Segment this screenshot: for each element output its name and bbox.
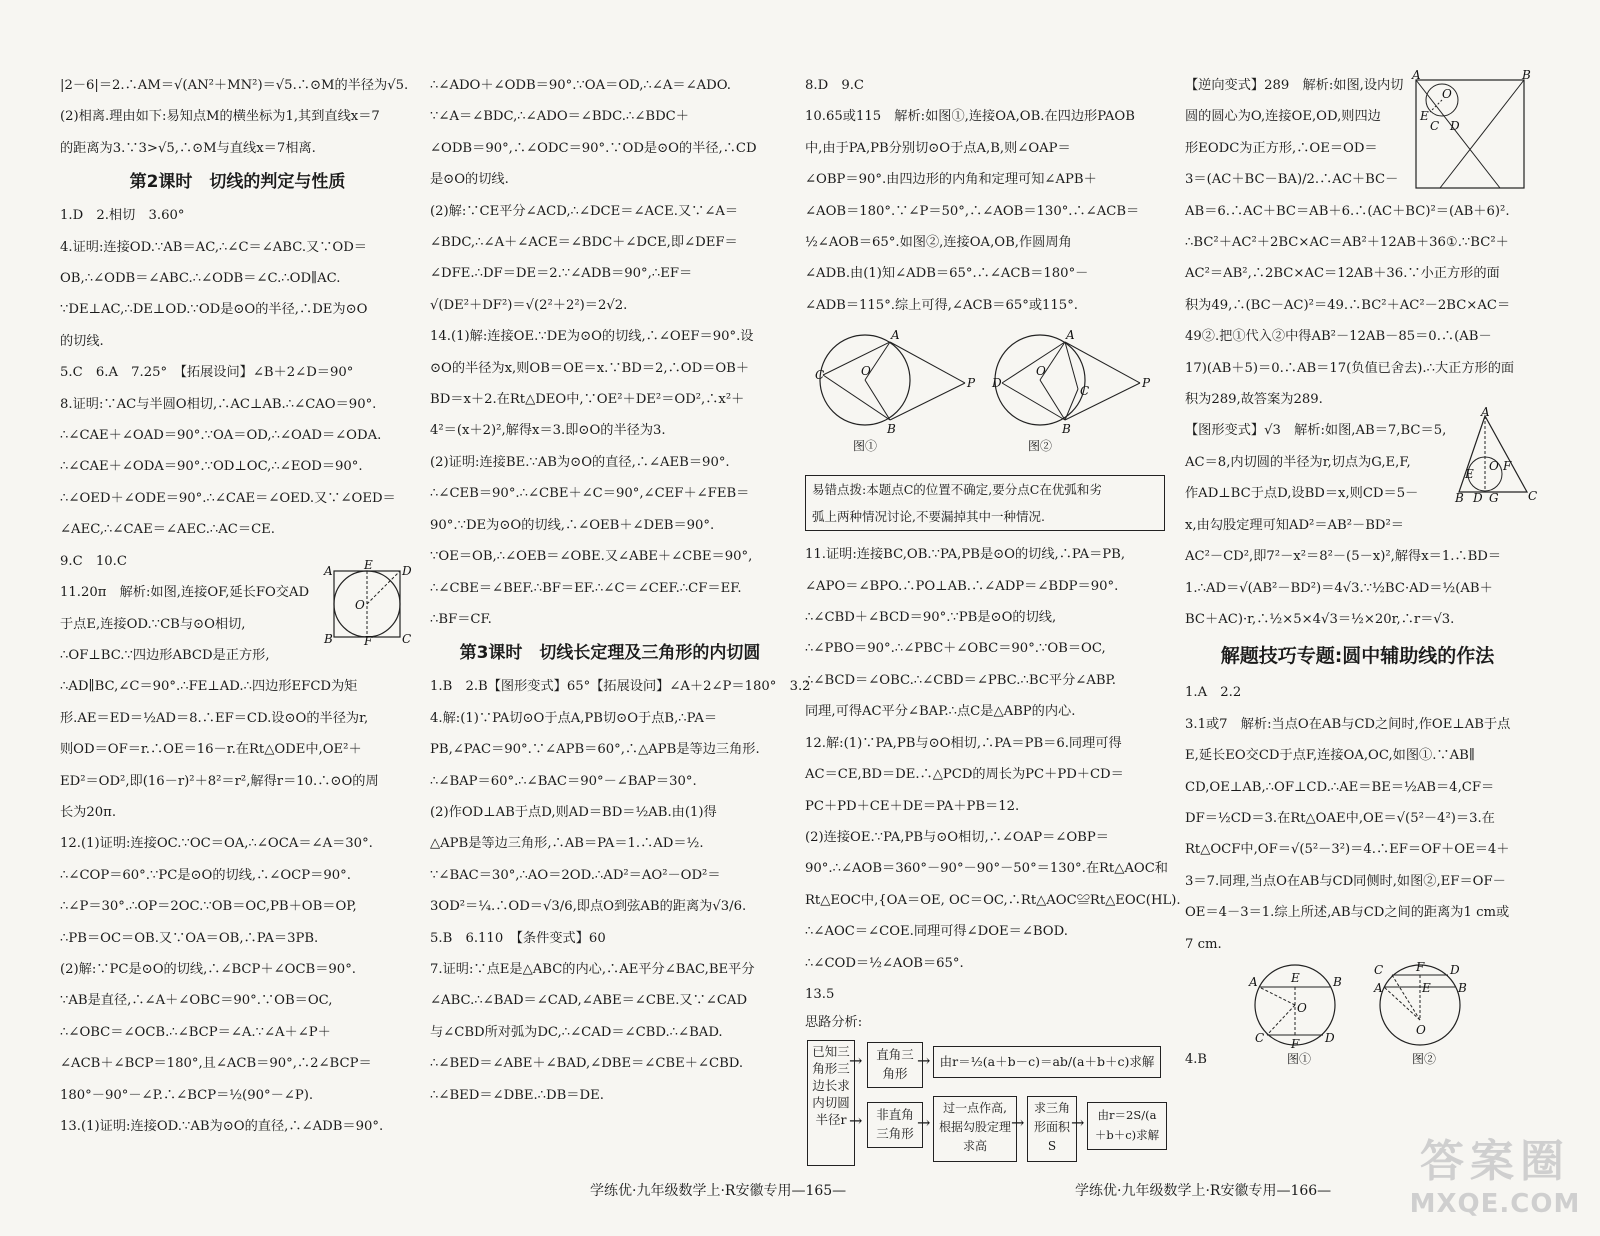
svg-text:E: E: [1420, 109, 1429, 123]
figure-caption-1: 图①: [853, 439, 878, 454]
flow-step-height: 过一点作高,根据勾股定理求高: [933, 1096, 1017, 1162]
section-title-auxiliary-lines: 解题技巧专题:圆中辅助线的作法: [1220, 645, 1495, 668]
text-line: 17)(AB＋5)＝0.∴AB＝17(负值已舍去).∴大正方形的面: [1185, 360, 1515, 376]
arrow-6: →: [1071, 1113, 1085, 1133]
text-line: |2－6|＝2.∴AM＝√(AN²＋MN²)＝√5.∴⊙M的半径为√5.: [60, 78, 409, 93]
aux-figure-2: [1370, 960, 1480, 1060]
text-line: ∴PB＝OC＝OB.又∵OA＝OB,∴PA＝3PB.: [60, 930, 319, 946]
text-line: 是⊙O的切线.: [430, 172, 509, 188]
text-line: 7.证明:∵点E是△ABC的内心,∴AE平分∠BAC,BE平分: [430, 961, 755, 977]
column-3: [805, 70, 1181, 1170]
text-line: 形EODC为正方形,∴OE＝OD＝: [1185, 140, 1378, 156]
column-4-answers: [1185, 677, 1530, 960]
square-in-square-figure: [1410, 68, 1531, 192]
text-line: 1.∴AD＝√(AB²－BD²)＝4√3.∵½BC·AD＝½(AB＋: [1185, 580, 1493, 596]
text-line: ∵∠BAC＝30°,∴AO＝2OD.∴AD²＝AO²－OD²＝: [430, 867, 721, 883]
text-line: ∴∠OBC＝∠OCB.∴∠BCP＝∠A.∵∠A＋∠P＋: [60, 1024, 331, 1040]
watermark-bottom-text: MXQE.COM: [1409, 1189, 1581, 1219]
svg-text:A: A: [1481, 405, 1490, 419]
flow-formula-1: 由r＝½(a＋b－c)＝ab/(a＋b＋c)求解: [933, 1046, 1161, 1078]
svg-text:A: A: [324, 564, 333, 578]
svg-text:B: B: [324, 632, 333, 646]
text-line: AC＝CE,BD＝DE.∴△PCD的周长为PC＋PD＋CD＝: [805, 767, 1124, 783]
note-line: 易错点拨:本题点C的位置不确定,要分点C在优弧和劣: [812, 482, 1102, 498]
svg-text:A: A: [1412, 68, 1421, 82]
text-line: ∴∠BED＝∠DBE.∴DB＝DE.: [430, 1087, 604, 1103]
text-line: 3＝(AC＋BC－BA)/2.∴AC＋BC－: [1185, 172, 1399, 188]
arrow-1: →: [849, 1051, 863, 1071]
flow-non-right-triangle: 非直角三角形: [867, 1102, 923, 1148]
text-line: ∴BF＝CF.: [430, 611, 492, 627]
text-line: ∵DE⊥AC,∴DE⊥OD.∵OD是⊙O的半径,∴DE为⊙O: [60, 302, 368, 318]
arrow-2: →: [849, 1111, 863, 1131]
text-line: 90°.∴∠AOB＝360°－90°－90°－50°＝130°.在Rt△AOC和: [805, 861, 1168, 877]
svg-text:A: A: [1249, 974, 1258, 989]
text-line: AC²＝AB²,∴2BC×AC＝12AB＋36.∵小正方形的面: [1185, 266, 1500, 282]
aux-figure-1: [1245, 960, 1355, 1060]
text-line: ∵OE＝OB,∴∠OEB＝∠OBE.又∠ABE＋∠CBE＝90°,: [430, 549, 753, 565]
svg-text:D: D: [1450, 962, 1460, 977]
text-line: ∴∠COP＝60°.∵PC是⊙O的切线,∴∠OCP＝90°.: [60, 867, 351, 883]
svg-text:C: C: [1430, 119, 1440, 133]
svg-text:O: O: [861, 364, 871, 379]
text-line: 90°.∵DE为⊙O的切线,∴∠OEB＋∠DEB＝90°.: [430, 517, 715, 533]
svg-text:E: E: [1465, 467, 1474, 481]
column-2: [430, 70, 811, 1111]
text-line: ½∠AOB＝65°.如图②,连接OA,OB,作圆周角: [805, 235, 1072, 251]
watermark-logo: [1400, 1125, 1590, 1219]
text-line: ∴∠BAP＝60°.∴∠BAC＝90°－∠BAP＝30°.: [430, 773, 697, 789]
text-line: 圆的圆心为O,连接OE,OD,则四边: [1185, 109, 1381, 125]
svg-text:F: F: [1416, 959, 1425, 974]
text-line: BD＝x＋2.在Rt△DEO中,∵OE²＋DE²＝OD²,∴x²＋: [430, 392, 745, 408]
text-line: 中,由于PA,PB分别切⊙O于点A,B,则∠OAP＝: [805, 140, 1071, 156]
footer-left-page-label: 学练优·九年级数学上·R安徽专用—165—: [590, 1183, 847, 1199]
column-1-top-text: [60, 70, 415, 164]
text-line: ∴∠OED＋∠ODE＝90°.∴∠CAE＝∠OED.又∵∠OED＝: [60, 490, 396, 506]
svg-text:D: D: [402, 564, 412, 578]
text-line: 形.AE＝ED＝½AD＝8.∴EF＝CD.设⊙O的半径为r,: [60, 710, 369, 726]
text-line: ∴∠CAE＋∠OAD＝90°.∵OA＝OD,∴∠OAD＝∠ODA.: [60, 428, 382, 444]
svg-text:F: F: [1291, 1036, 1300, 1051]
svg-text:O: O: [1416, 1022, 1426, 1037]
text-line: DF＝½CD＝3.在Rt△OAE中,OE＝√(5²－4²)＝3.在: [1185, 810, 1495, 826]
text-line: ∴∠PBO＝90°.∴∠PBC＋∠OBC＝90°.∵OB＝OC,: [805, 641, 1106, 657]
text-line: ∵∠A＝∠BDC,∴∠ADO＝∠BDC.∴∠BDC＋: [430, 109, 689, 125]
svg-text:C: C: [1374, 962, 1384, 977]
svg-text:D: D: [1450, 119, 1460, 133]
text-line: 于点E,连接OD.∵CB与⊙O相切,: [60, 616, 246, 632]
svg-text:E: E: [1422, 980, 1431, 995]
circle-figure-2: [990, 325, 1150, 445]
text-line: √(DE²＋DF²)＝√(2²＋2²)＝2√2.: [430, 297, 628, 313]
text-line: x,由勾股定理可知AD²＝AB²－BD²＝: [1185, 517, 1404, 533]
text-line: AC＝8,内切圆的半径为r,切点为G,E,F,: [1185, 454, 1411, 470]
text-line: ∠AEC,∴∠CAE＝∠AEC.∴AC＝CE.: [60, 522, 275, 538]
text-line: ∴∠CAE＋∠ODA＝90°.∵OD⊥OC,∴∠EOD＝90°.: [60, 459, 363, 475]
text-line: 8.D 9.C: [805, 78, 865, 93]
text-line: ∠OBP＝90°.由四边形的内角和定理可知∠APB＋: [805, 172, 1097, 188]
text-line: ∴∠CBD＋∠BCD＝90°.∵PB是⊙O的切线,: [805, 610, 1057, 626]
column-2-answers: [430, 671, 811, 1111]
text-line: ∴∠COD＝½∠AOB＝65°.: [805, 955, 964, 971]
text-line: ∠BDC,∴∠A＋∠ACE＝∠BDC＋∠DCE,即∠DEF＝: [430, 235, 738, 251]
watermark-top-text: 答案圈: [1420, 1136, 1570, 1187]
text-line: 4.证明:连接OD.∵AB＝AC,∴∠C＝∠ABC.又∵OD＝: [60, 239, 367, 255]
text-line: 12.解:(1)∵PA,PB与⊙O相切,∴PA＝PB＝6.同理可得: [805, 735, 1122, 751]
svg-text:B: B: [1458, 980, 1467, 995]
text-line: 4²＝(x＋2)²,解得x＝3.即⊙O的半径为3.: [430, 423, 666, 439]
svg-text:G: G: [1489, 491, 1499, 505]
triangle-incircle-figure: [1455, 405, 1538, 505]
svg-text:B: B: [1455, 491, 1464, 505]
text-line: (2)连接OE.∵PA,PB与⊙O相切,∴∠OAP＝∠OBP＝: [805, 829, 1109, 845]
svg-text:B: B: [1522, 68, 1531, 82]
svg-text:E: E: [364, 558, 373, 572]
aux-figure-caption-1: 图①: [1287, 1051, 1312, 1066]
flow-label: 思路分析:: [805, 1015, 863, 1031]
svg-text:F: F: [1503, 459, 1512, 473]
text-line: 13.5: [805, 986, 835, 1002]
text-line: 3＝7.同理,当点O在AB与CD同侧时,如图②,EF＝OF－: [1185, 873, 1506, 889]
arrow-5: →: [1011, 1113, 1025, 1133]
text-line: PC＋PD＋CE＋DE＝PA＋PB＝12.: [805, 798, 1020, 814]
svg-text:A: A: [891, 328, 900, 343]
text-line: (2)解:∵CE平分∠ACD,∴∠DCE＝∠ACE.又∵∠A＝: [430, 203, 739, 219]
svg-text:O: O: [1297, 1000, 1307, 1015]
flow-formula-2: 由r＝2S/(a＋b＋c)求解: [1087, 1102, 1167, 1150]
text-line: ∴∠P＝30°.∴OP＝2OC.∵OB＝OC,PB＋OB＝OP,: [60, 899, 357, 915]
text-line: ∴∠BCD＝∠OBC.∴∠CBD＝∠PBC.∴BC平分∠ABP.: [805, 672, 1116, 688]
text-line: 4.解:(1)∵PA切⊙O于点A,PB切⊙O于点B,∴PA＝: [430, 710, 718, 726]
text-line: 1.A 2.2: [1185, 685, 1242, 701]
text-line: 积为289,故答案为289.: [1185, 392, 1323, 408]
column-1-answers: [60, 200, 415, 1142]
column-2-top-text: [430, 70, 790, 635]
text-line: (2)作OD⊥AB于点D,则AD＝BD＝½AB.由(1)得: [430, 804, 717, 820]
svg-text:P: P: [967, 376, 976, 391]
text-line: 11.20π 解析:如图,连接OF,延长FO交AD: [60, 585, 310, 601]
svg-text:O: O: [1442, 87, 1452, 101]
text-line: 【逆向变式】289 解析:如图,设内切: [1185, 78, 1404, 93]
arrow-4: →: [917, 1113, 931, 1133]
arrow-3: →: [917, 1051, 931, 1071]
flowchart: [805, 1040, 1165, 1170]
text-line: 1.B 2.B【图形变式】65°【拓展设问】∠A＋2∠P＝180° 3.2: [430, 679, 811, 695]
text-line: 的距离为3.∵3>√5,∴⊙M与直线x＝7相离.: [60, 140, 316, 156]
text-line: ∴∠AOC＝∠COE.同理可得∠DOE＝∠BOD.: [805, 924, 1068, 940]
aux-figure-caption-2: 图②: [1412, 1051, 1437, 1066]
text-line: OB,∴∠ODB＝∠ABC.∴∠ODB＝∠C.∴OD∥AC.: [60, 271, 341, 287]
text-line: PB,∠PAC＝90°.∵∠APB＝60°,∴△APB是等边三角形.: [430, 742, 760, 758]
text-line: 作AD⊥BC于点D,设BD＝x,则CD＝5－: [1185, 486, 1419, 502]
text-line: ∠AOB＝180°.∵∠P＝50°,∴∠AOB＝130°.∴∠ACB＝: [805, 203, 1140, 219]
text-line: 的切线.: [60, 333, 104, 349]
text-line: 7 cm.: [1185, 936, 1222, 952]
svg-text:D: D: [1473, 491, 1483, 505]
svg-text:P: P: [1142, 376, 1151, 391]
svg-text:A: A: [1374, 980, 1383, 995]
text-line: ∠ADB.由(1)知∠ADB＝65°.∴∠ACB＝180°－: [805, 266, 1089, 282]
svg-text:O: O: [1036, 364, 1046, 379]
text-line: 5.C 6.A 7.25° 【拓展设问】∠B＋2∠D＝90°: [60, 365, 354, 381]
text-line: (2)解:∵PC是⊙O的切线,∴∠BCP＋∠OCB＝90°.: [60, 961, 356, 977]
text-line: 1.D 2.相切 3.60°: [60, 208, 185, 224]
text-line: ∠ABC.∴∠BAD＝∠CAD,∠ABE＝∠CBE.又∵∠CAD: [430, 993, 748, 1009]
text-line: 5.B 6.110 【条件变式】60: [430, 930, 606, 946]
figure-caption-2: 图②: [1028, 439, 1053, 454]
svg-text:B: B: [1062, 422, 1071, 437]
text-line: ∠ADB＝115°.综上可得,∠ACB＝65°或115°.: [805, 297, 1078, 313]
footer-right-page-label: 学练优·九年级数学上·R安徽专用—166—: [1075, 1183, 1332, 1199]
text-line: ∴∠ADO＋∠ODB＝90°.∵OA＝OD,∴∠A＝∠ADO.: [430, 78, 731, 93]
text-line: E,延长EO交CD于点F,连接OA,OC,如图①.∵AB∥: [1185, 748, 1475, 764]
text-line: ∠APO＝∠BPO.∴PO⊥AB.∴∠ADP＝∠BDP＝90°.: [805, 578, 1119, 594]
svg-text:O: O: [355, 598, 365, 612]
text-line: 与∠CBD所对弧为DC,∴∠CAD＝∠CBD.∴∠BAD.: [430, 1024, 723, 1040]
svg-text:C: C: [1528, 489, 1538, 503]
text-line: ∴BC²＋AC²＋2BC×AC＝AB²＋12AB＋36①.∵BC²＋: [1185, 235, 1509, 251]
text-line: Rt△EOC中,{OA＝OE, OC＝OC,∴Rt△AOC≌Rt△EOC(HL).: [805, 892, 1181, 908]
svg-text:D: D: [992, 376, 1002, 391]
text-line: ⊙O的半径为x,则OB＝OE＝x.∵BD＝2,∴OD＝OB＋: [430, 360, 750, 376]
text-line: 49②.把①代入②中得AB²－12AB－85＝0.∴(AB－: [1185, 329, 1492, 345]
text-line: 14.(1)解:连接OE.∵DE为⊙O的切线,∴∠OEF＝90°.设: [430, 329, 754, 345]
text-line: ∵AB是直径,∴∠A＋∠OBC＝90°.∵OB＝OC,: [60, 993, 333, 1009]
text-line: 则OD＝OF＝r.∴OE＝16－r.在Rt△ODE中,OE²＋: [60, 742, 362, 758]
text-line: 积为49,∴(BC－AC)²＝49.∴BC²＋AC²－2BC×AC＝: [1185, 297, 1511, 313]
text-line: ED²＝OD²,即(16－r)²＋8²＝r²,解得r＝10.∴⊙O的周: [60, 773, 379, 789]
svg-text:C: C: [402, 632, 412, 646]
text-line: 同理,可得AC平分∠BAP.∴点C是△ABP的内心.: [805, 704, 1076, 720]
auxiliary-figures: [1185, 960, 1530, 1070]
text-line: Rt△OCF中,OF＝√(5²－3²)＝4.∴EF＝OF＋OE＝4＋: [1185, 842, 1510, 858]
svg-text:C: C: [1255, 1030, 1265, 1045]
circle-figures: [805, 321, 1165, 471]
text-line: ∴∠CBE＝∠BEF.∴BF＝EF.∴∠C＝∠CEF.∴CF＝EF.: [430, 580, 742, 596]
last-answer: 4.B: [1185, 1051, 1207, 1067]
text-line: 13.(1)证明:连接OD.∵AB为⊙O的直径,∴∠ADB＝90°.: [60, 1119, 384, 1134]
column-4: [1185, 70, 1530, 1070]
text-line: 长为20π.: [60, 804, 117, 820]
text-line: BC＋AC)·r,∴½×5×4√3＝½×20r,∴r＝√3.: [1185, 611, 1455, 627]
text-line: OE＝4－3＝1.综上所述,AB与CD之间的距离为1 cm或: [1185, 905, 1510, 921]
svg-text:F: F: [364, 634, 373, 648]
circle-figure-1: [815, 325, 975, 445]
svg-text:A: A: [1066, 328, 1075, 343]
svg-text:O: O: [1489, 459, 1499, 473]
svg-text:E: E: [1291, 970, 1300, 985]
svg-text:C: C: [815, 368, 825, 383]
text-line: 3.1或7 解析:当点O在AB与CD之间时,作OE⊥AB于点: [1185, 716, 1511, 732]
text-line: (2)相离.理由如下:易知点M的横坐标为1,其到直线x＝7: [60, 109, 380, 125]
text-line: AB＝6.∴AC＋BC＝AB＋6.∴(AC＋BC)²＝(AB＋6)².: [1185, 203, 1510, 219]
section-title-lesson-2: 第2课时 切线的判定与性质: [129, 172, 346, 193]
text-line: 3OD²＝¼.∴OD＝√3/6,即点O到弦AB的距离为√3/6.: [430, 899, 747, 915]
text-line: CD,OE⊥AB,∴OF⊥CD.∴AE＝BE＝½AB＝4,CF＝: [1185, 779, 1495, 795]
text-line: ∠ACB＋∠BCP＝180°,且∠ACB＝90°,∴2∠BCP＝: [60, 1056, 372, 1072]
error-tip-box: [805, 475, 1165, 531]
text-line: (2)证明:连接BE.∵AB为⊙O的直径,∴∠AEB＝90°.: [430, 454, 730, 470]
column-3-top-text: [805, 70, 1165, 321]
svg-text:B: B: [887, 422, 896, 437]
text-line: ∠DFE.∴DF＝DE＝2.∵∠ADB＝90°,∴EF＝: [430, 266, 693, 282]
text-line: ∴AD∥BC,∠C＝90°.∴FE⊥AD.∴四边形EFCD为矩: [60, 679, 358, 695]
note-line: 弧上两种情况讨论,不要漏掉其中一种情况.: [812, 509, 1045, 525]
text-line: △APB是等边三角形,∴AB＝PA＝1.∴AD＝½.: [430, 836, 704, 852]
column-3-answers: [805, 539, 1181, 1010]
flow-step-area: 求三角形面积S: [1027, 1096, 1077, 1162]
text-line: 8.证明:∵AC与半圆O相切,∴AC⊥AB.∴∠CAO＝90°.: [60, 396, 377, 412]
text-line: ∴OF⊥BC.∵四边形ABCD是正方形,: [60, 647, 270, 663]
square-circle-figure: [322, 558, 414, 648]
svg-text:D: D: [1325, 1030, 1335, 1045]
flow-right-triangle: 直角三角形: [867, 1042, 923, 1088]
text-line: 180°－90°－∠P.∴∠BCP＝½(90°－∠P).: [60, 1087, 314, 1103]
text-line: 10.65或115 解析:如图①,连接OA,OB.在四边形PAOB: [805, 109, 1135, 125]
svg-text:B: B: [1333, 974, 1342, 989]
svg-text:C: C: [1080, 384, 1090, 399]
flow-start: 已知三角形三边长求内切圆半径r: [807, 1040, 855, 1166]
text-line: ∴∠BED＝∠ABE＋∠BAD,∠DBE＝∠CBE＋∠CBD.: [430, 1056, 744, 1072]
text-line: 9.C 10.C: [60, 553, 127, 569]
text-line: AC²－CD²,即7²－x²＝8²－(5－x)²,解得x＝1.∴BD＝: [1185, 549, 1502, 565]
text-line: 【图形变式】√3 解析:如图,AB＝7,BC＝5,: [1185, 423, 1447, 439]
section-title-lesson-3: 第3课时 切线长定理及三角形的内切圆: [459, 643, 761, 664]
text-line: ∠ODB＝90°,∴∠ODC＝90°.∵OD是⊙O的半径,∴CD: [430, 140, 757, 156]
text-line: 11.证明:连接BC,OB.∵PA,PB是⊙O的切线,∴PA＝PB,: [805, 547, 1126, 563]
text-line: 12.(1)证明:连接OC.∵OC＝OA,∴∠OCA＝∠A＝30°.: [60, 836, 373, 852]
text-line: ∴∠CEB＝90°.∴∠CBE＋∠C＝90°,∠CEF＋∠FEB＝: [430, 486, 750, 502]
